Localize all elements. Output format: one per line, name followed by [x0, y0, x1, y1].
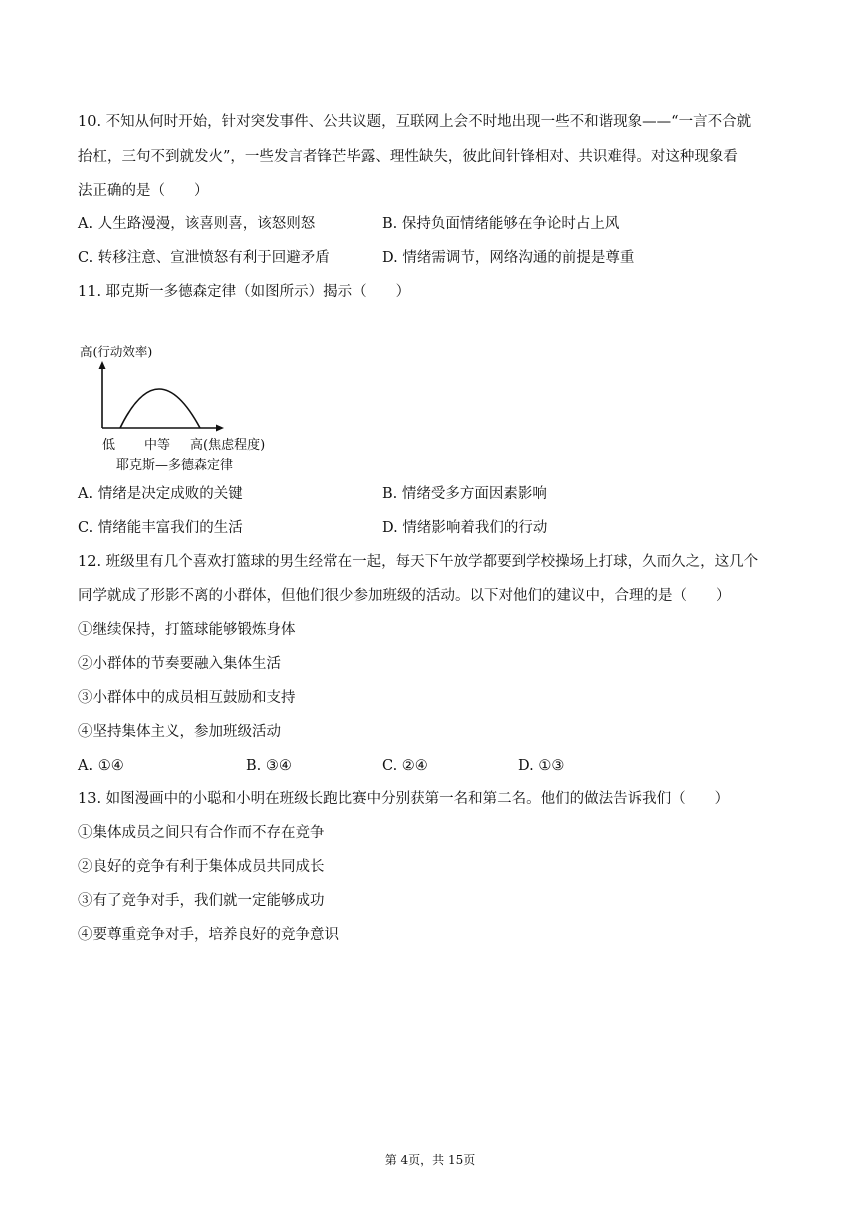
q13-item-4: ④要尊重竞争对手，培养良好的竞争意识 — [78, 927, 339, 943]
q11-option-b: B. 情绪受多方面因素影响 — [382, 486, 547, 502]
q13-item-3: ③有了竞争对手，我们就一定能够成功 — [78, 893, 325, 909]
q10-option-a: A. 人生路漫漫，该喜则喜，该怒则怒 — [78, 216, 316, 232]
figure-y-arrow-icon — [99, 361, 106, 369]
figure-x-tick-low: 低 — [102, 438, 116, 453]
q12-option-b: B. ③④ — [246, 758, 292, 774]
q11-option-a: A. 情绪是决定成败的关键 — [78, 486, 243, 502]
q13-stem: 13. 如图漫画中的小聪和小明在班级长跑比赛中分别获第一名和第二名。他们的做法告诉我们（ ） — [78, 791, 730, 807]
q10-stem-line1: 10. 不知从何时开始，针对突发事件、公共议题，互联网上会不时地出现一些不和谐现象——“一言不合就 — [78, 114, 752, 130]
q13-item-2: ②良好的竞争有利于集体成员共同成长 — [78, 859, 325, 875]
yerkes-dodson-figure — [78, 340, 288, 480]
q10-option-d: D. 情绪需调节，网络沟通的前提是尊重 — [382, 250, 635, 266]
q12-stem-line1: 12. 班级里有几个喜欢打篮球的男生经常在一起，每天下午放学都要到学校操场上打球，久而久之，这几个 — [78, 554, 759, 570]
figure-x-arrow-icon — [216, 425, 224, 432]
q12-item-4: ④坚持集体主义，参加班级活动 — [78, 724, 281, 740]
figure-y-label: 高(行动效率) — [80, 344, 153, 359]
page-footer: 第 4页，共 15页 — [384, 1153, 476, 1167]
figure-x-tick-mid: 中等 — [144, 438, 171, 453]
q12-item-3: ③小群体中的成员相互鼓励和支持 — [78, 690, 296, 706]
q13-item-1: ①集体成员之间只有合作而不存在竞争 — [78, 825, 325, 841]
q12-option-a: A. ①④ — [78, 758, 124, 774]
q10-option-b: B. 保持负面情绪能够在争论时占上风 — [382, 216, 620, 232]
q10-option-c: C. 转移注意、宣泄愤怒有利于回避矛盾 — [78, 250, 330, 266]
q11-option-c: C. 情绪能丰富我们的生活 — [78, 520, 243, 536]
q10-stem-line2: 抬杠，三句不到就发火”，一些发言者锋芒毕露、理性缺失，彼此间针锋相对、共识难得。对这种现象看 — [78, 149, 738, 165]
figure-curve — [120, 389, 200, 428]
q10-stem-line3: 法正确的是（ ） — [78, 183, 209, 199]
figure-caption: 耶克斯—多德森定律 — [116, 458, 234, 473]
q11-stem: 11. 耶克斯一多德森定律（如图所示）揭示（ ） — [78, 284, 411, 300]
figure-x-tick-high: 高(焦虑程度) — [190, 438, 266, 453]
q11-option-d: D. 情绪影响着我们的行动 — [382, 520, 548, 536]
q12-item-1: ①继续保持，打篮球能够锻炼身体 — [78, 622, 296, 638]
q12-item-2: ②小群体的节奏要融入集体生活 — [78, 656, 281, 672]
q12-option-d: D. ①③ — [518, 758, 565, 774]
yerkes-dodson-chart — [78, 340, 288, 480]
q12-stem-line2: 同学就成了形影不离的小群体，但他们很少参加班级的活动。以下对他们的建议中，合理的是（ ） — [78, 588, 731, 604]
q12-option-c: C. ②④ — [382, 758, 428, 774]
